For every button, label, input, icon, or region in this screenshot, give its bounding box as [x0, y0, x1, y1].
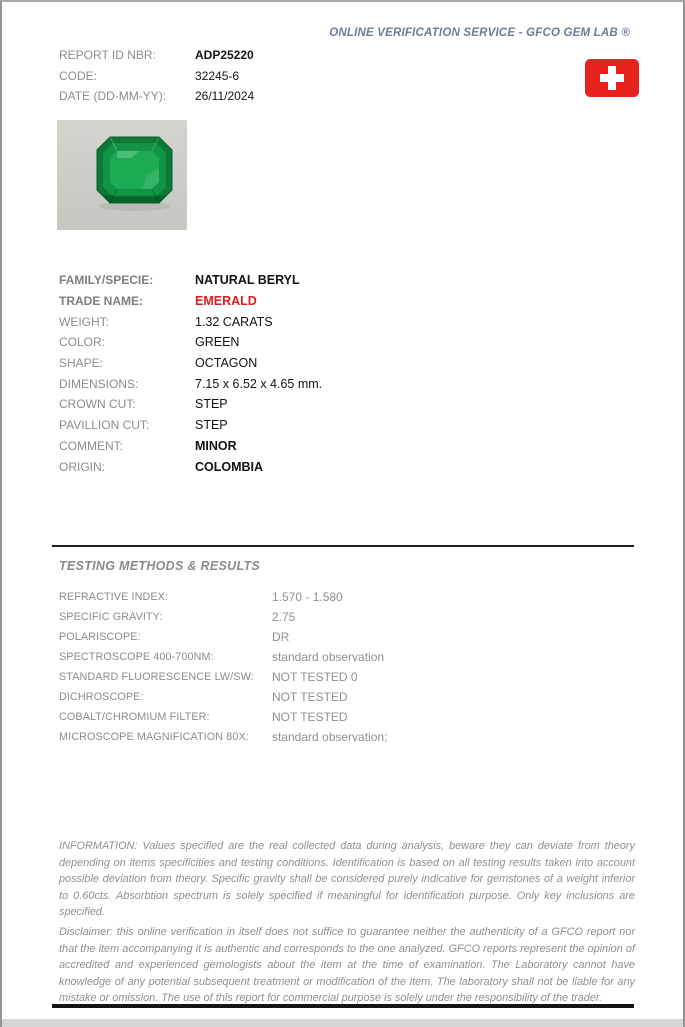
pavillion-cut-row [59, 415, 322, 436]
spectroscope-label: SPECTROSCOPE 400-700NM: [59, 651, 214, 663]
date-value: 26/11/2024 [195, 89, 255, 104]
comment-value: MINOR [195, 438, 237, 453]
comment-label: COMMENT: [59, 438, 123, 453]
testing-section-title: TESTING METHODS & RESULTS [59, 559, 261, 573]
microscope-value: standard observation; [272, 730, 388, 744]
fluorescence-label: STANDARD FLUORESCENCE LW/SW: [59, 671, 254, 683]
crown-cut-label: CROWN CUT: [59, 397, 136, 412]
code-row [59, 66, 254, 87]
microscope-row [59, 727, 387, 747]
crown-cut-row [59, 394, 322, 415]
identification-section [59, 270, 322, 477]
dimensions-row [59, 373, 322, 394]
swiss-flag-icon [585, 59, 639, 97]
color-row [59, 332, 322, 353]
section-divider [52, 545, 634, 547]
shape-value: OCTAGON [195, 356, 258, 371]
date-label: DATE (DD-MM-YY): [59, 89, 167, 104]
report-header-fields [59, 45, 254, 107]
emerald-gem-illustration [57, 120, 187, 230]
origin-row [59, 456, 322, 477]
date-row [59, 86, 254, 107]
footer-rule [52, 1004, 634, 1008]
specific-gravity-label: SPECIFIC GRAVITY: [59, 611, 163, 623]
dichroscope-row [59, 687, 387, 707]
spectroscope-row [59, 647, 387, 667]
code-value: 32245-6 [195, 68, 240, 83]
trade-name-label: TRADE NAME: [59, 294, 143, 309]
pavillion-cut-value: STEP [195, 418, 228, 433]
specific-gravity-value: 2.75 [272, 610, 296, 624]
family-specie-value: NATURAL BERYL [195, 273, 300, 288]
polariscope-value: DR [272, 630, 290, 644]
fluorescence-row [59, 667, 387, 687]
report-id-label: REPORT ID NBR: [59, 48, 156, 63]
origin-label: ORIGIN: [59, 459, 106, 474]
color-label: COLOR: [59, 335, 106, 350]
refractive-index-value: 1.570 - 1.580 [272, 590, 343, 604]
shape-label: SHAPE: [59, 356, 104, 371]
report-id-row [59, 45, 254, 66]
weight-value: 1.32 CARATS [195, 314, 273, 329]
code-label: CODE: [59, 68, 98, 83]
trade-name-row [59, 291, 322, 312]
microscope-label: MICROSCOPE MAGNIFICATION 80X: [59, 731, 249, 743]
color-value: GREEN [195, 335, 240, 350]
dichroscope-value: NOT TESTED [272, 690, 348, 704]
trade-name-value: EMERALD [195, 294, 257, 309]
cobalt-filter-row [59, 707, 387, 727]
family-specie-label: FAMILY/SPECIE: [59, 273, 154, 288]
polariscope-row [59, 627, 387, 647]
cobalt-filter-value: NOT TESTED [272, 710, 348, 724]
report-id-value: ADP25220 [195, 48, 254, 63]
dimensions-label: DIMENSIONS: [59, 376, 139, 391]
specific-gravity-row [59, 607, 387, 627]
dichroscope-label: DICHROSCOPE: [59, 691, 144, 703]
dimensions-value: 7.15 x 6.52 x 4.65 mm. [195, 376, 323, 391]
page-bottom-edge [2, 1019, 683, 1027]
comment-row [59, 436, 322, 457]
fluorescence-value: NOT TESTED 0 [272, 670, 358, 684]
gemstone-photo [57, 120, 187, 230]
cobalt-filter-label: COBALT/CHROMIUM FILTER: [59, 711, 210, 723]
refractive-index-label: REFRACTIVE INDEX: [59, 591, 169, 603]
pavillion-cut-label: PAVILLION CUT: [59, 418, 150, 433]
page-title: ONLINE VERIFICATION SERVICE - GFCO GEM LAB ® [329, 27, 630, 39]
shape-row [59, 353, 322, 374]
crown-cut-value: STEP [195, 397, 228, 412]
weight-row [59, 311, 322, 332]
family-specie-row [59, 270, 322, 291]
refractive-index-row [59, 587, 387, 607]
weight-label: WEIGHT: [59, 314, 109, 329]
flag-cross-horizontal [600, 74, 624, 82]
testing-section [59, 587, 387, 747]
spectroscope-value: standard observation [272, 650, 385, 664]
origin-value: COLOMBIA [195, 459, 264, 474]
information-paragraph: INFORMATION: Values specified are the real collected data during analysis, beware they can deviate from theory depending on items specificities and testing conditions. Identification is based on all testing results taken into account possible deviation from theory. Specific gravity shall be considered purely indicative for gemstones of a weight inferior to 0.60cts. Absorbtion spectrum is solely specified if meaningful for identification purpose. Only key inclusions are specified. [59, 840, 635, 919]
disclaimer-paragraph: Disclaimer: this online verification in itself does not suffice to guarantee neither the authenticity of a GFCO report nor that the item accompanying it is authentic and corresponds to the one analyzed. GFCO reports represent the opinion of accredited and experienced gemologists about the item at the time of examination. The Laboratory cannot have knowledge of any potential subsequent treatment or modification of the item. The laboratory shall not be liable for any mistake or omission. The use of this report for commercial purpose is solely under the responsibility of the trader. [59, 926, 635, 1005]
polariscope-label: POLARISCOPE: [59, 631, 141, 643]
